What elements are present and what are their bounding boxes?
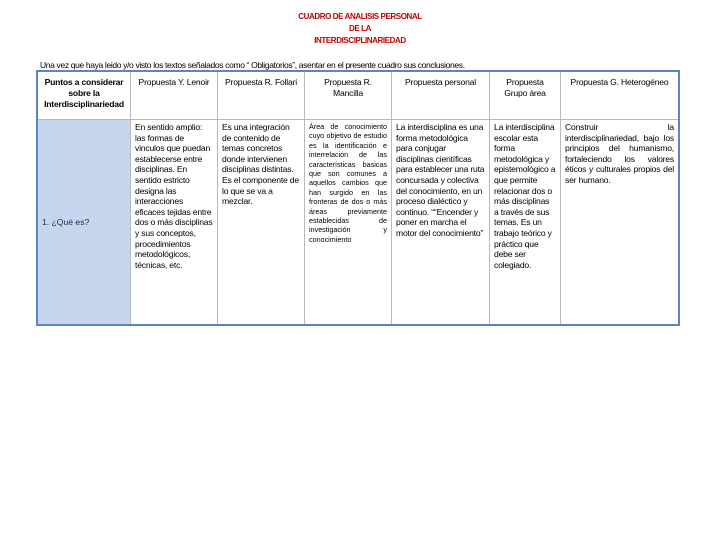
header-mancilla: Propuesta R. Mancilla [305, 72, 392, 120]
table-row [38, 120, 679, 325]
cell-lenoir: En sentido amplio: las formas de vinculos que puedan establecerse entre disciplinas. En sentido estricto designa las interacciones eficaces tejidas entre dos o más disciplinas y sus conceptos, procedimientos metodológicos, técnicas, etc. [131, 120, 218, 325]
instructions-text: Una vez que haya leido y/o visto los textos señalados como “ Obligatorios”, asentar en el presente cuadro sus conclusiones. [40, 60, 465, 70]
header-personal: Propuesta personal [392, 72, 490, 120]
cell-mancilla: Área de conocimiento cuyo objetivo de estudio es la identificación e interrelación de las características basicas que son comunes a aquellos cambios que han surgido en las fronteras de dos o más áreas previamente establecidas de investigación y conocimiento [305, 120, 392, 325]
title-line-3: INTERDISCIPLINARIEDAD [314, 36, 406, 45]
header-grupo: Propuesta Grupo área [490, 72, 561, 120]
title-line-1: CUADRO DE ANALISIS PERSONAL [298, 12, 422, 21]
analysis-table [37, 71, 679, 325]
header-lenoir: Propuesta Y. Lenoir [131, 72, 218, 120]
table-header-row [38, 72, 679, 120]
header-follari: Propuesta R. Follari [218, 72, 305, 120]
document-title [0, 11, 720, 47]
cell-grupo: La interdisciplina escolar esta forma metodológica y epistemológico a que permite relacionar dos o más disciplinas a través de sus temas. Es un trabajo teórico y práctico que debe ser colegiado. [490, 120, 561, 325]
header-heterogeneo: Propuesta G. Heterogéneo [561, 72, 679, 120]
cell-personal: La interdisciplina es una forma metodológica para conjugar disciplinas científicas para establecer una ruta concursada y colectiva del conocimiento, en un proceso dialéctico y continuo. ““Encender y poner en marcha el motor del conocimiento” [392, 120, 490, 325]
cell-heterogeneo: Construir la interdisciplinariedad, bajo los principios del humanismo, fortaleciendo los valores éticos y culturales propios del ser humano. [561, 120, 679, 325]
cell-follari: Es una integración de contenido de temas concretos donde intervienen disciplinas distintas. Es el componente de lo que se va a mezclar. [218, 120, 305, 325]
question-cell: 1. ¿Qué es? [38, 120, 131, 325]
title-line-2: DE LA [348, 24, 371, 33]
header-considerations: Puntos a considerar sobre la Interdisciplinariedad [38, 72, 131, 120]
